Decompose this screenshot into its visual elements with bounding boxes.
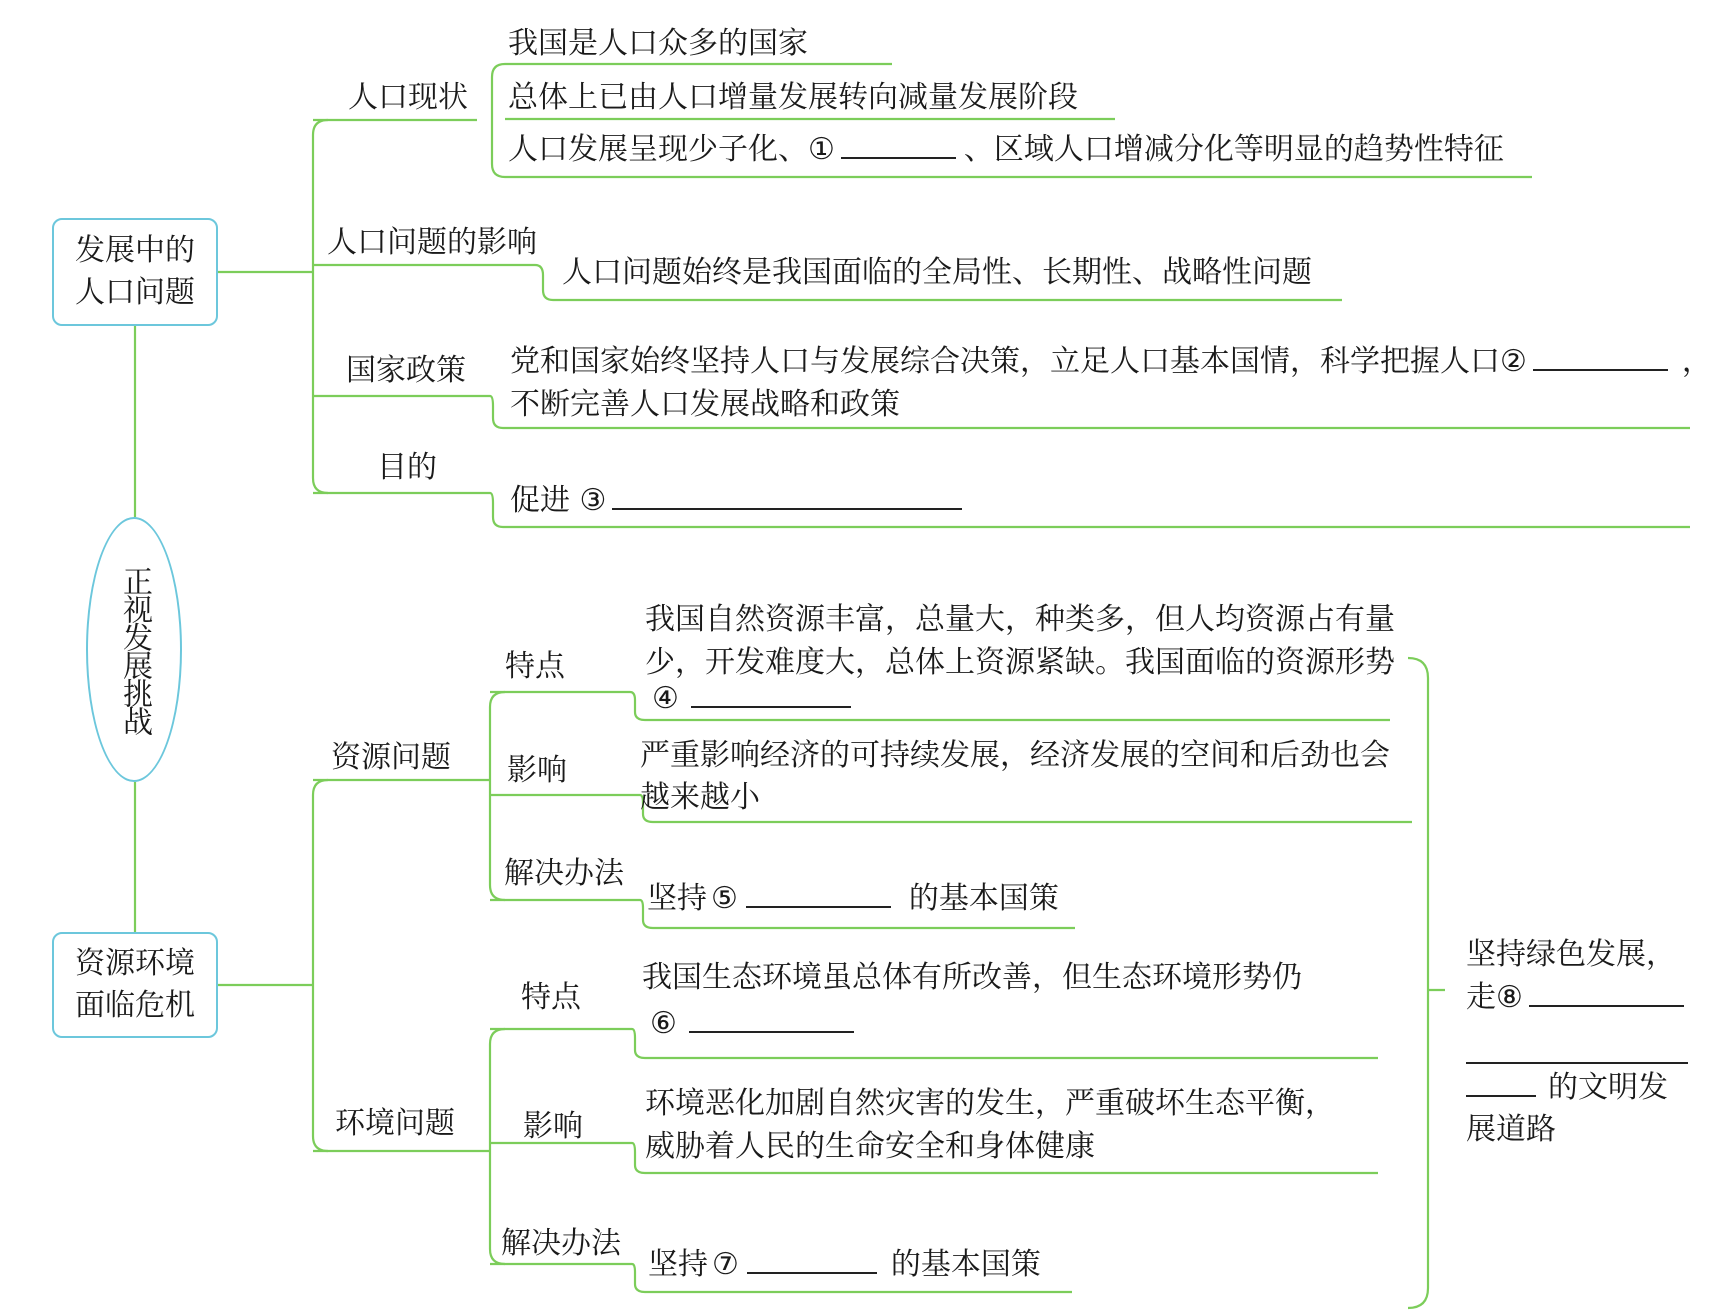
answer-blank-1[interactable] (841, 131, 956, 159)
policy-line-1-pre: 党和国家始终坚持人口与发展综合决策，立足人口基本国情，科学把握人口 (510, 344, 1500, 379)
status-item-3-post: 、区域人口增减分化等明显的趋势性特征 (963, 132, 1504, 167)
resource-solution-line (647, 879, 1059, 919)
environment-label: 环境问题 (335, 1106, 455, 1141)
resource-feature-line-2: 少，开发难度大，总体上资源紧缺。我国面临的资源形势 (645, 645, 1395, 680)
resource-solution-pre: 坚持 (647, 881, 707, 916)
env-solution-pre: 坚持 (648, 1247, 708, 1282)
env-impact-line-2: 威胁着人民的生命安全和身体健康 (645, 1129, 1095, 1164)
status-item-3-pre: 人口发展呈现少子化、 (508, 132, 808, 167)
blank-number-8: ⑧ (1496, 980, 1523, 1015)
resource-impact-line-2: 越来越小 (640, 780, 760, 815)
status-label: 人口现状 (348, 80, 468, 115)
blank-number-4: ④ (652, 681, 679, 716)
population-title-line2: 人口问题 (75, 275, 195, 310)
policy-line-1 (510, 342, 1712, 382)
conclusion-line-2 (1466, 978, 1684, 1018)
conclusion-line-4-post: 的文明发 (1548, 1070, 1668, 1105)
resource-feature-line-3 (652, 679, 851, 719)
resource-label: 资源问题 (331, 740, 451, 775)
conclusion-line-4 (1466, 1068, 1668, 1108)
resource-env-title-line1: 资源环境 (75, 946, 195, 981)
blank-number-3: ③ (579, 483, 607, 518)
resource-env-box (52, 932, 218, 1038)
resource-feature-label: 特点 (505, 649, 565, 684)
status-item-2: 总体上已由人口增量发展转向减量发展阶段 (508, 80, 1078, 115)
goal-pre: 促进 (510, 483, 570, 518)
status-item-1: 我国是人口众多的国家 (508, 26, 808, 61)
central-topic-oval (86, 517, 182, 782)
env-feature-label: 特点 (521, 980, 581, 1015)
impact-label: 人口问题的影响 (327, 225, 537, 260)
resource-impact-line-1: 严重影响经济的可持续发展，经济发展的空间和后劲也会 (640, 738, 1390, 773)
impact-item: 人口问题始终是我国面临的全局性、长期性、战略性问题 (562, 255, 1312, 290)
env-solution-label: 解决办法 (501, 1226, 621, 1261)
population-box (52, 218, 218, 326)
env-solution-post: 的基本国策 (890, 1247, 1041, 1282)
resource-env-title-line2: 面临危机 (75, 988, 195, 1023)
blank-number-2: ② (1500, 344, 1527, 379)
conclusion-line-1: 坚持绿色发展， (1466, 937, 1676, 972)
answer-blank-6[interactable] (689, 1005, 854, 1033)
answer-blank-5[interactable] (746, 880, 891, 908)
policy-line-1-post: ， (1681, 344, 1712, 379)
answer-blank-7[interactable] (747, 1246, 877, 1274)
goal-line (510, 481, 962, 521)
answer-blank-8b[interactable] (1466, 1036, 1688, 1064)
env-impact-label: 影响 (523, 1109, 583, 1144)
policy-label: 国家政策 (346, 353, 466, 388)
resource-feature-line-1: 我国自然资源丰富，总量大，种类多，但人均资源占有量 (645, 602, 1395, 637)
env-feature-line-2 (650, 1004, 854, 1044)
blank-number-1: ① (808, 132, 835, 167)
goal-label: 目的 (377, 450, 437, 485)
env-impact-line-1: 环境恶化加剧自然灾害的发生，严重破坏生态平衡， (645, 1086, 1335, 1121)
central-topic: 正视发展挑战 (117, 565, 152, 734)
answer-blank-2[interactable] (1533, 343, 1668, 371)
blank-number-6: ⑥ (650, 1006, 677, 1041)
conclusion-line-2-pre: 走 (1466, 980, 1496, 1015)
status-item-3 (508, 130, 1504, 170)
policy-line-2: 不断完善人口发展战略和政策 (510, 387, 900, 422)
resource-solution-post: 的基本国策 (908, 881, 1059, 916)
blank-number-7: ⑦ (712, 1247, 739, 1282)
answer-blank-3[interactable] (612, 482, 962, 510)
env-feature-line-1: 我国生态环境虽总体有所改善，但生态环境形势仍 (642, 960, 1302, 995)
answer-blank-8a[interactable] (1529, 979, 1684, 1007)
resource-impact-label: 影响 (507, 753, 567, 788)
answer-blank-4[interactable] (691, 680, 851, 708)
conclusion-line-5: 展道路 (1466, 1112, 1556, 1147)
answer-blank-8c[interactable] (1466, 1069, 1536, 1097)
blank-number-5: ⑤ (711, 881, 738, 916)
population-title-line1: 发展中的 (75, 233, 195, 268)
env-solution-line (648, 1245, 1041, 1285)
resource-solution-label: 解决办法 (504, 856, 624, 891)
